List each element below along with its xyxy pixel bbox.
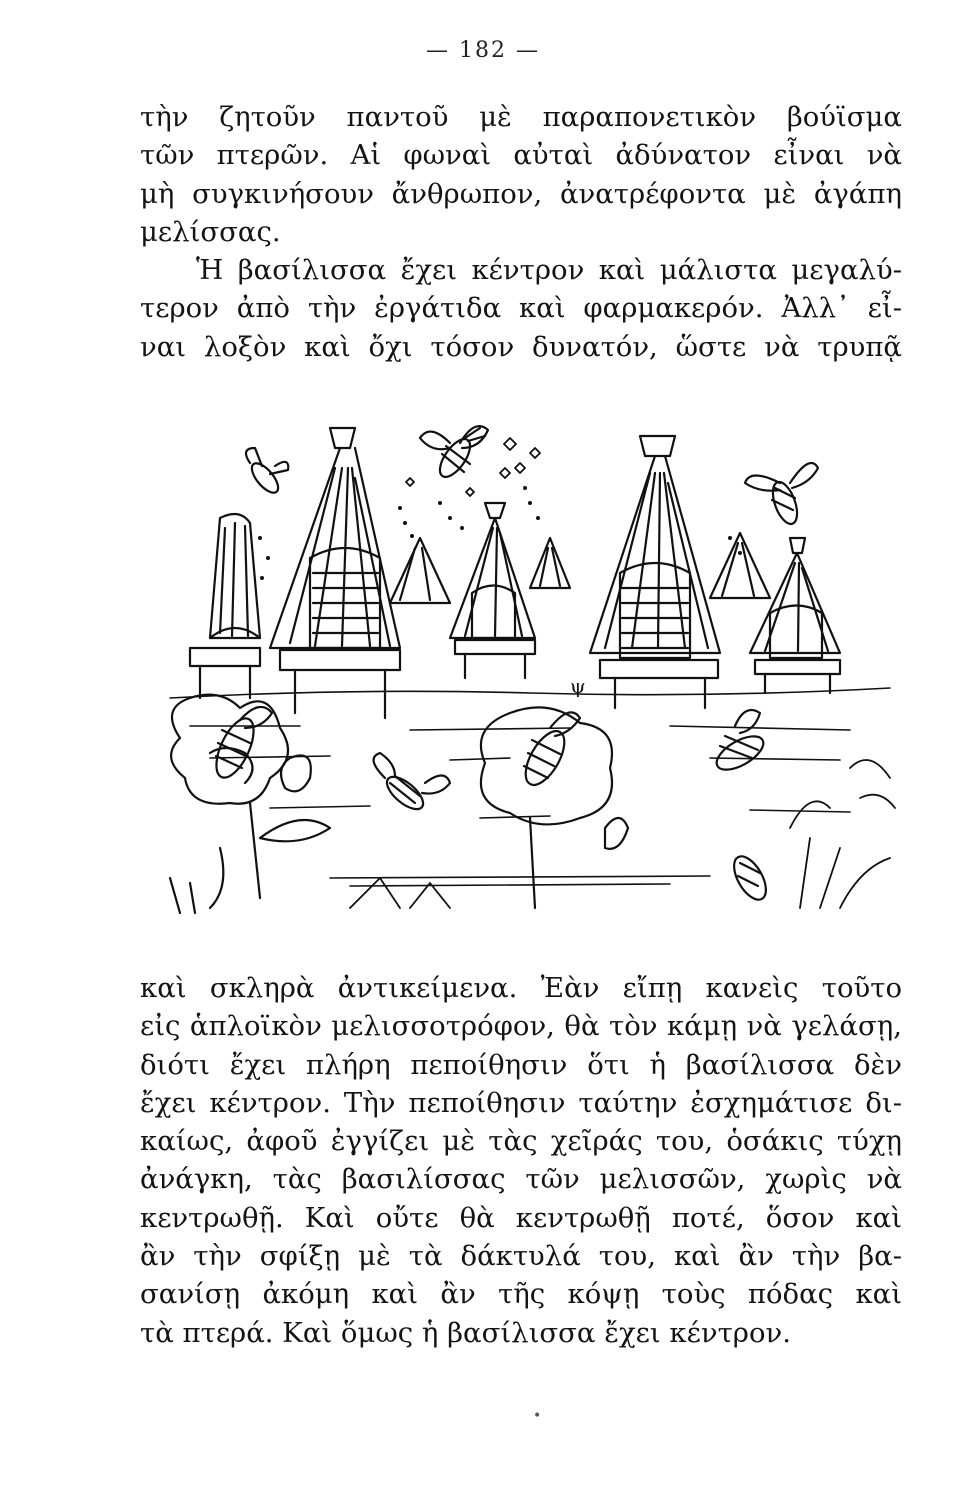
text-line: ναι λοξὸν καὶ ὄχι τόσον δυνατόν, ὥστε νὰ τρυπᾷ <box>140 330 902 363</box>
beehives-illustration <box>150 408 910 948</box>
bee-icon <box>209 707 272 783</box>
footer-mark: • <box>533 1408 542 1424</box>
text-line: σανίσῃ ἀκόμη καὶ ἂν τῆς κόψῃ τοὺς πόδας καὶ <box>140 1278 902 1311</box>
bee-icon <box>728 851 773 905</box>
text-line: μὴ συγκινήσουν ἄνθρωπον, ἀνατρέφοντα μὲ ἀγάπη <box>140 177 902 210</box>
top-paragraphs <box>140 98 902 366</box>
text-line: διότι ἔχει πλήρη πεποίθησιν ὅτι ἡ βασίλισσα δὲν <box>140 1048 902 1081</box>
bee-icon <box>711 710 768 776</box>
hive-icon <box>390 533 770 603</box>
hive-icon <box>270 428 400 718</box>
bottom-paragraph <box>140 969 902 1352</box>
grass-icon <box>350 760 895 908</box>
ground-lines <box>170 688 890 886</box>
bee-icon <box>518 712 580 791</box>
text-line: εἰς ἁπλοϊκὸν μελισσοτρόφον, θὰ τὸν κάμῃ νὰ γελάσῃ, <box>140 1010 902 1043</box>
text-line: τὰ πτερά. Καὶ ὅμως ἡ βασίλισσα ἔχει κέντρον. <box>140 1316 791 1349</box>
bee-icon <box>420 426 488 482</box>
text-line: Ἡ βασίλισσα ἔχει κέντρον καὶ μάλιστα μεγαλύ- <box>196 254 902 287</box>
text-line: μελίσσας. <box>140 215 281 248</box>
flower-icon <box>481 707 628 908</box>
hive-icon <box>590 436 720 708</box>
hive-icon <box>750 538 840 693</box>
text-line: τερον ἀπὸ τὴν ἐργάτιδα καὶ φαρμακερόν. Ἀλλ᾽ εἶ- <box>140 292 902 325</box>
page-number: — 182 — <box>426 38 540 63</box>
text-line: τῶν πτερῶν. Αἱ φωναὶ αὐταὶ ἀδύνατον εἶναι νὰ <box>140 139 902 172</box>
bee-icon <box>745 463 818 527</box>
text-line: κεντρωθῇ. Καὶ οὔτε θὰ κεντρωθῇ ποτέ, ὅσον καὶ <box>140 1201 902 1234</box>
scribble-mark: ψ <box>570 674 586 698</box>
bee-icon <box>246 448 288 497</box>
text-line: τὴν ζητοῦν παντοῦ μὲ παραπονετικὸν βούϊσμα <box>140 101 902 133</box>
text-line: καὶ σκληρὰ ἀντικείμενα. Ἐὰν εἴπῃ κανεὶς τοῦτο <box>140 972 902 1004</box>
bee-icon <box>374 753 450 815</box>
text-line: ἀνάγκη, τὰς βασιλίσσας τῶν μελισσῶν, χωρὶς νὰ <box>140 1163 902 1196</box>
hive-icon <box>190 514 260 698</box>
text-line: ἂν τὴν σφίξῃ μὲ τὰ δάκτυλά του, καὶ ἂν τὴν βα- <box>140 1240 902 1273</box>
text-line: ἔχει κέντρον. Τὴν πεποίθησιν ταύτην ἐσχημάτισε δι- <box>140 1086 902 1119</box>
text-line: καίως, ἀφοῦ ἐγγίζει μὲ τὰς χεῖράς του, ὁσάκις τύχῃ <box>140 1125 902 1158</box>
